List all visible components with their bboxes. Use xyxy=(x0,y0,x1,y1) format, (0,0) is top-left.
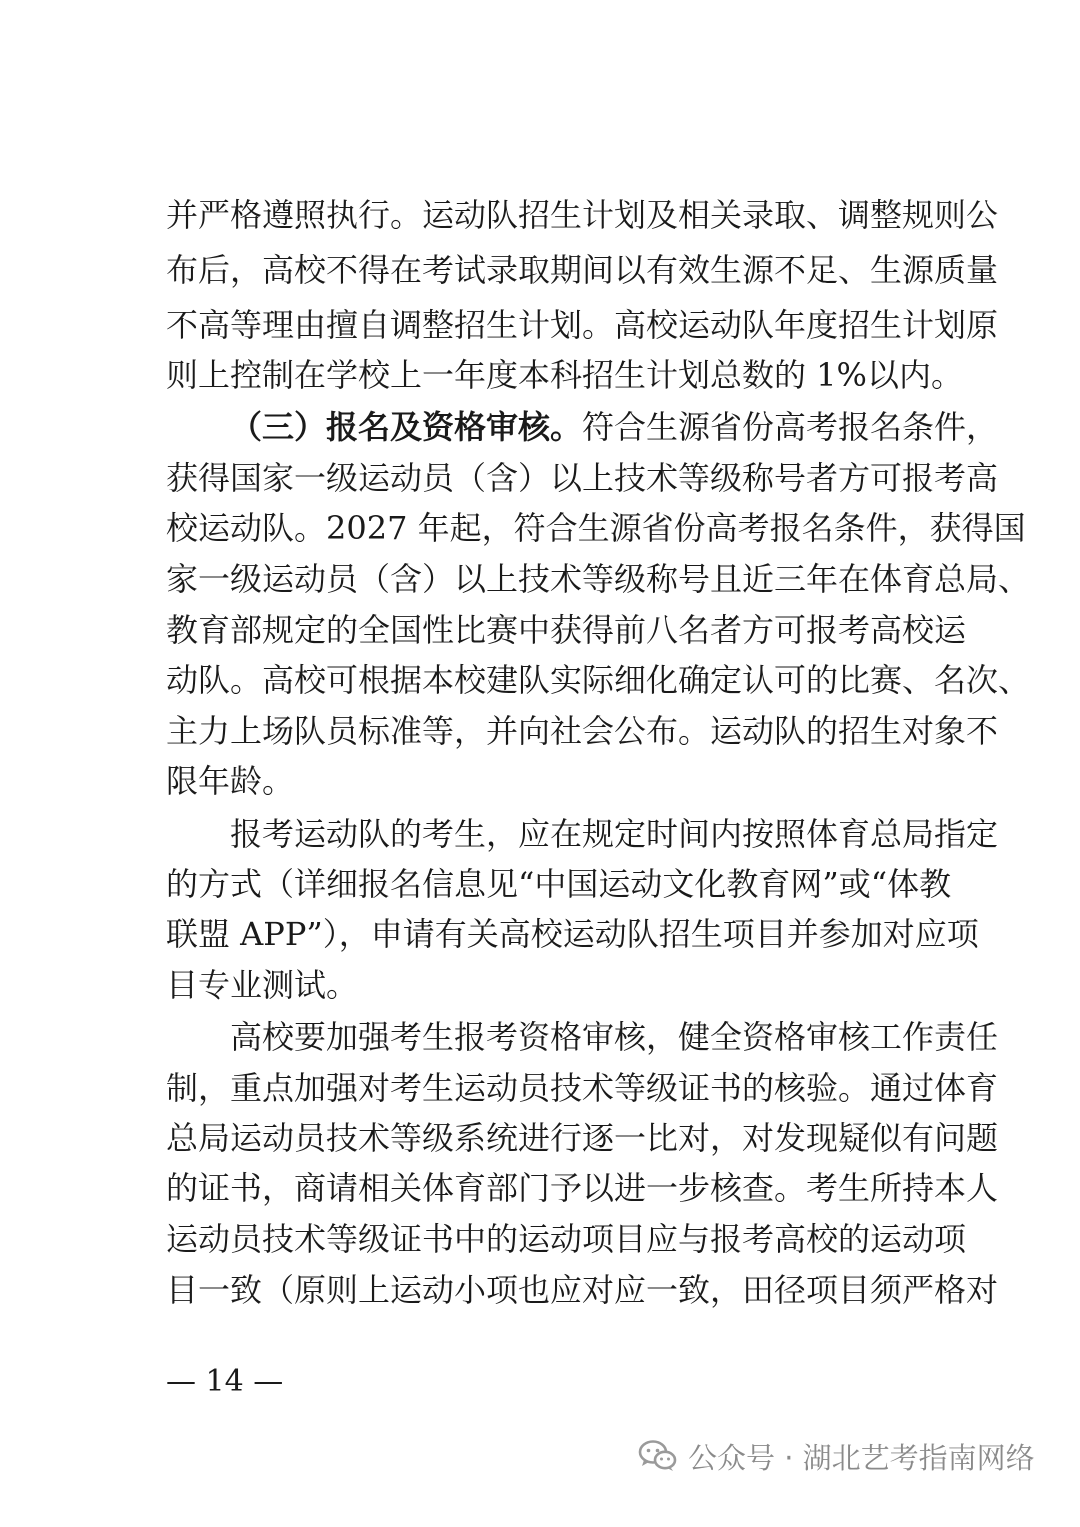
text-line: 主力上场队员标准等，并向社会公布。运动队的招生对象不 xyxy=(166,712,999,750)
watermark xyxy=(638,1432,1035,1480)
text-line: 的证书，商请相关体育部门予以进一步核查。考生所持本人 xyxy=(166,1169,999,1207)
text-run: 符合生源省份高考报名条件， xyxy=(582,408,999,446)
text-line: 动队。高校可根据本校建队实际细化确定认可的比赛、名次、 xyxy=(166,661,1031,699)
text-line: 高校要加强考生报考资格审核，健全资格审核工作责任 xyxy=(230,1018,999,1056)
text-line: 限年龄。 xyxy=(166,762,295,800)
text-line: 联盟 APP”），申请有关高校运动队招生项目并参加对应项 xyxy=(166,915,979,953)
text-line: 报考运动队的考生，应在规定时间内按照体育总局指定 xyxy=(230,815,999,853)
text-line: 目专业测试。 xyxy=(166,966,359,1004)
text-line: 运动员技术等级证书中的运动项目应与报考高校的运动项 xyxy=(166,1220,967,1258)
text-line: 目一致（原则上运动小项也应对应一致，田径项目须严格对 xyxy=(166,1271,999,1309)
page-number: — 14 — xyxy=(166,1364,284,1399)
text-line: 的方式（详细报名信息见“中国运动文化教育网”或“体教 xyxy=(166,865,952,903)
text-line: 校运动队。2027 年起，符合生源省份高考报名条件，获得国 xyxy=(166,509,1026,547)
text-line: 获得国家一级运动员（含）以上技术等级称号者方可报考高 xyxy=(166,459,999,497)
watermark-text: 公众号 · 湖北艺考指南网络 xyxy=(688,1440,1035,1475)
wechat-icon xyxy=(638,1439,678,1473)
text-line: 布后，高校不得在考试录取期间以有效生源不足、生源质量 xyxy=(166,251,999,289)
text-line: 总局运动员技术等级系统进行逐一比对，对发现疑似有问题 xyxy=(166,1119,999,1157)
section-heading: （三）报名及资格审核。 xyxy=(230,408,583,446)
text-line: 家一级运动员（含）以上技术等级称号且近三年在体育总局、 xyxy=(166,560,1031,598)
text-line: 教育部规定的全国性比赛中获得前八名者方可报考高校运 xyxy=(166,611,967,649)
section-heading-line xyxy=(230,407,999,447)
text-line: 则上控制在学校上一年度本科招生计划总数的 1%以内。 xyxy=(166,356,963,394)
text-line: 并严格遵照执行。运动队招生计划及相关录取、调整规则公 xyxy=(166,196,999,234)
text-line: 不高等理由擅自调整招生计划。高校运动队年度招生计划原 xyxy=(166,306,999,344)
text-line: 制，重点加强对考生运动员技术等级证书的核验。通过体育 xyxy=(166,1069,999,1107)
